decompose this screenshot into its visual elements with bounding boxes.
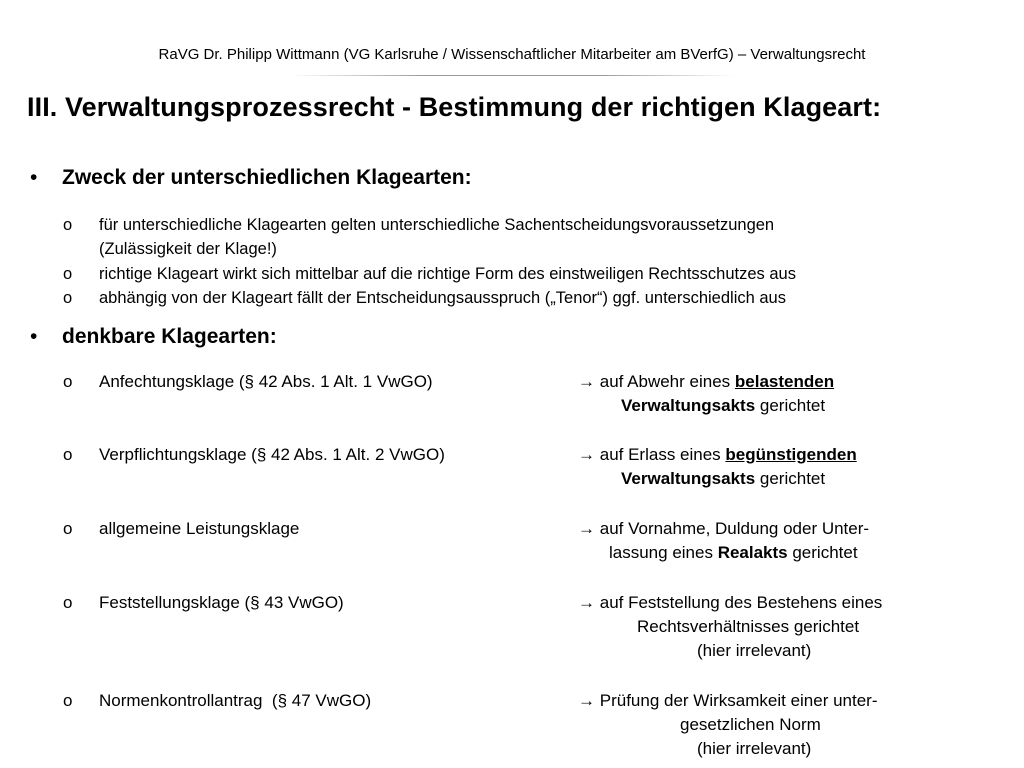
desc-emphasis: Verwaltungsakts — [621, 469, 756, 488]
desc-text: gerichtet — [787, 543, 858, 562]
klageart-normenkontrolle-name: Normenkontrollantrag (§ 47 VwGO) — [99, 691, 372, 710]
desc-text: gerichtet — [755, 396, 826, 415]
purpose-item-2-text: richtige Klageart wirkt sich mittelbar auf die richtige Form des einstweiligen Rechtsschutzes aus — [99, 265, 796, 283]
arrow-icon: → — [578, 691, 595, 710]
item-bullet: o — [63, 265, 73, 283]
desc-emphasis: Verwaltungsakts — [621, 396, 756, 415]
klageart-verpflichtung — [63, 443, 445, 467]
item-bullet: o — [63, 691, 73, 710]
arrow-icon: → — [578, 445, 595, 464]
desc-text: auf Abwehr eines — [599, 372, 735, 391]
klageart-normenkontrolle-desc-1 — [578, 689, 878, 713]
klageart-feststellung — [63, 591, 344, 615]
section-types-title: denkbare Klagearten: — [62, 325, 277, 348]
bullet: • — [30, 166, 38, 189]
purpose-item-1 — [63, 213, 774, 261]
arrow-icon: → — [578, 593, 595, 612]
item-bullet: o — [63, 519, 73, 538]
purpose-item-3-text: abhängig von der Klageart fällt der Entscheidungsausspruch („Tenor“) ggf. unterschiedlich aus — [99, 289, 786, 307]
desc-text: Prüfung der Wirksamkeit einer unter- — [599, 691, 878, 710]
klageart-leistung — [63, 517, 299, 541]
klageart-leistung-name: allgemeine Leistungsklage — [99, 519, 300, 538]
purpose-item-2 — [63, 262, 796, 286]
klageart-anfechtung — [63, 370, 433, 394]
desc-text: auf Vornahme, Duldung oder Unter- — [599, 519, 870, 538]
purpose-item-3 — [63, 286, 786, 310]
item-bullet: o — [63, 216, 73, 234]
header-divider — [290, 75, 735, 76]
item-bullet: o — [63, 289, 73, 307]
klageart-feststellung-desc-3: (hier irrelevant) — [697, 641, 812, 660]
klageart-leistung-desc-2 — [609, 541, 858, 565]
section-purpose-title: Zweck der unterschiedlichen Klagearten: — [62, 166, 472, 189]
arrow-icon: → — [578, 372, 595, 391]
desc-text: gerichtet — [755, 469, 826, 488]
desc-text: auf Feststellung des Bestehens eines — [599, 593, 883, 612]
klageart-feststellung-name: Feststellungsklage (§ 43 VwGO) — [99, 593, 344, 612]
item-bullet: o — [63, 445, 73, 464]
klageart-anfechtung-desc-1 — [578, 370, 834, 394]
section-types-heading — [30, 325, 277, 349]
purpose-item-1-line2: (Zulässigkeit der Klage!) — [99, 240, 277, 258]
desc-emphasis: belastenden — [734, 372, 835, 391]
desc-text: auf Erlass eines — [599, 445, 726, 464]
bullet: • — [30, 325, 38, 348]
item-bullet: o — [63, 372, 73, 391]
klageart-verpflichtung-name: Verpflichtungsklage (§ 42 Abs. 1 Alt. 2 VwGO) — [99, 445, 445, 464]
purpose-item-1-line1: für unterschiedliche Klagearten gelten unterschiedliche Sachentscheidungsvoraussetzungen — [99, 216, 775, 234]
klageart-feststellung-desc-1 — [578, 591, 882, 615]
section-purpose-heading — [30, 166, 472, 190]
item-bullet: o — [63, 593, 73, 612]
desc-emphasis: begünstigenden — [725, 445, 857, 464]
klageart-leistung-desc-1 — [578, 517, 869, 541]
klageart-normenkontrolle — [63, 689, 371, 713]
klageart-anfechtung-desc-2 — [621, 394, 825, 418]
klageart-verpflichtung-desc-2 — [621, 467, 825, 491]
desc-text: lassung eines — [609, 543, 718, 562]
arrow-icon: → — [578, 519, 595, 538]
klageart-verpflichtung-desc-1 — [578, 443, 857, 467]
klageart-anfechtung-name: Anfechtungsklage (§ 42 Abs. 1 Alt. 1 VwGO) — [99, 372, 433, 391]
slide-title: III. Verwaltungsprozessrecht - Bestimmung der richtigen Klageart: — [27, 92, 882, 122]
desc-emphasis: Realakts — [717, 543, 788, 562]
klageart-normenkontrolle-desc-2: gesetzlichen Norm — [680, 715, 821, 734]
klageart-feststellung-desc-2: Rechtsverhältnisses gerichtet — [637, 617, 860, 636]
slide-header: RaVG Dr. Philipp Wittmann (VG Karlsruhe / Wissenschaftlicher Mitarbeiter am BVerfG) – Verwaltungsrecht — [158, 46, 866, 63]
klageart-normenkontrolle-desc-3: (hier irrelevant) — [697, 739, 812, 758]
